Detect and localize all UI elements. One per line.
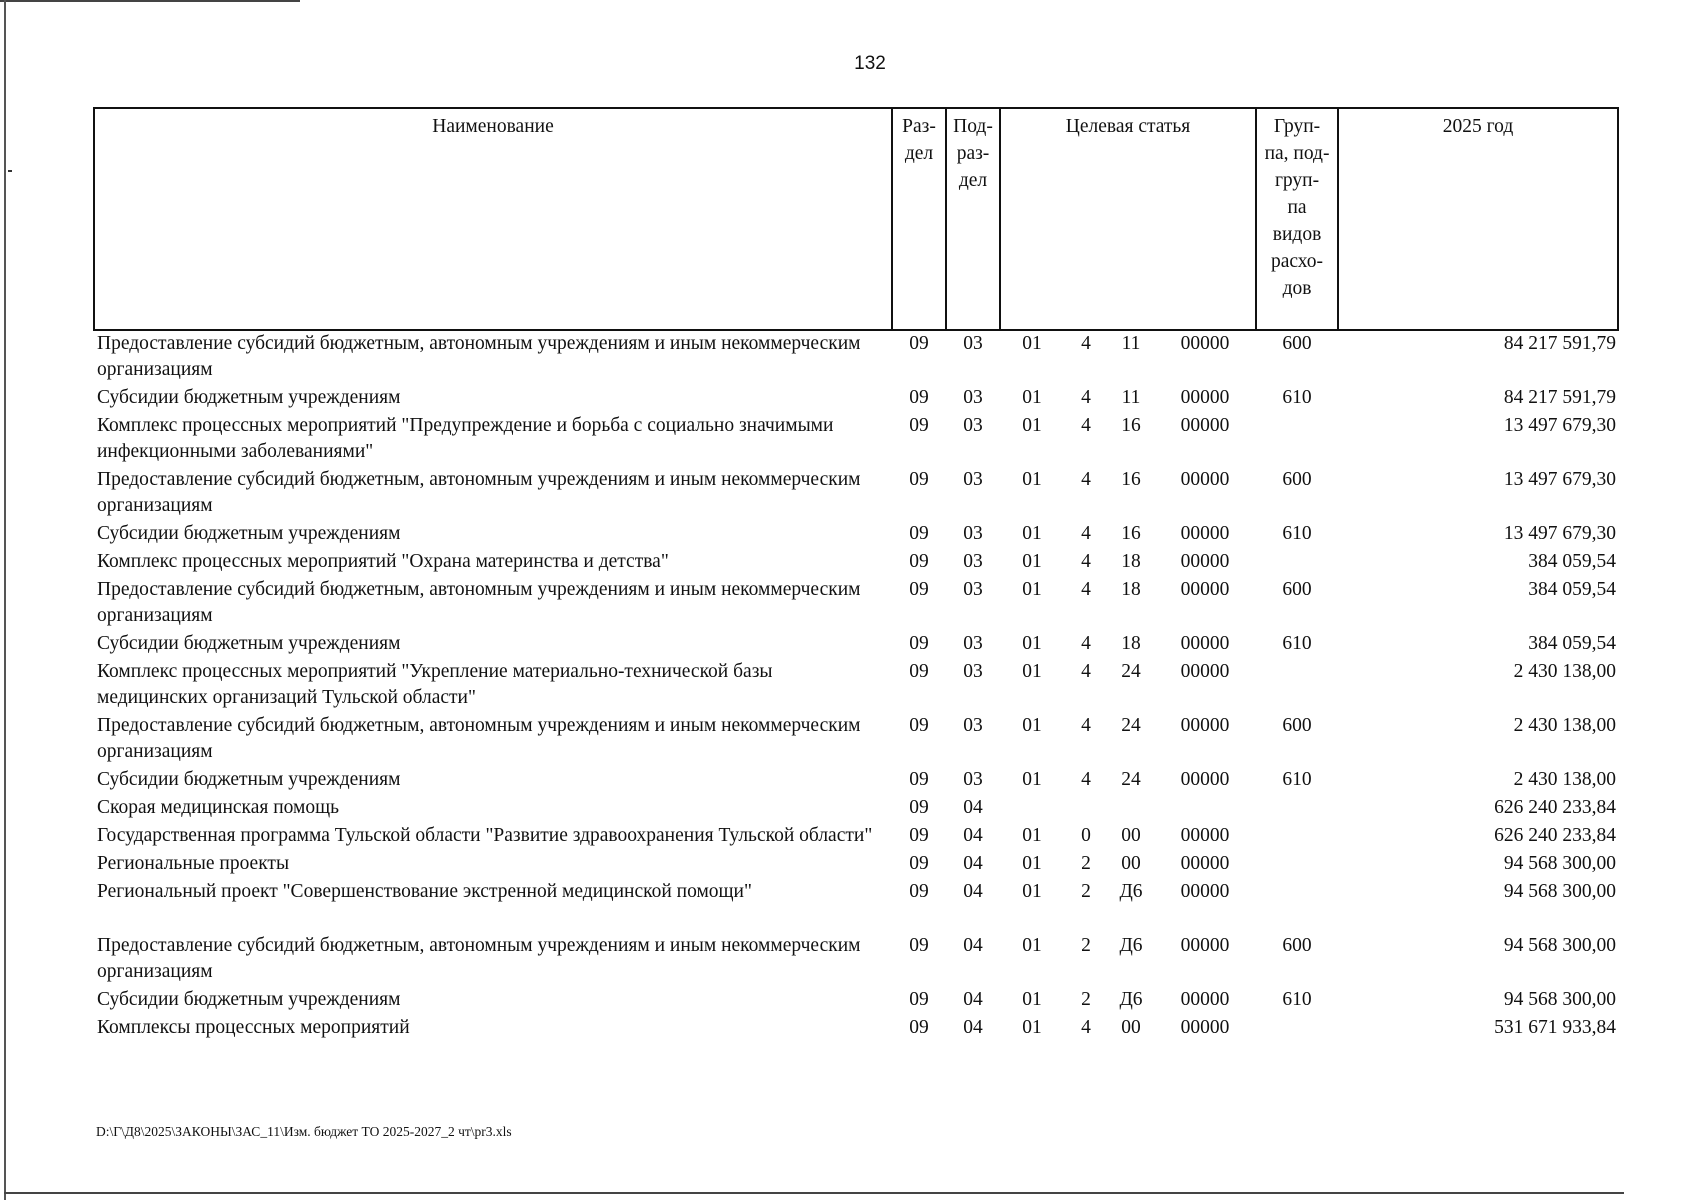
row-razdel: 09 — [909, 825, 929, 846]
row-target-program: 01 — [1022, 715, 1042, 736]
row-podrazdel: 03 — [963, 579, 983, 600]
row-target-program: 01 — [1022, 1017, 1042, 1038]
row-podrazdel: 03 — [963, 551, 983, 572]
row-name: Предоставление субсидий бюджетным, автономным учреждениям и иным некоммерческим организациям — [97, 579, 861, 626]
row-target-program: 01 — [1022, 881, 1042, 902]
row-target-type: 4 — [1081, 523, 1091, 544]
row-podrazdel: 03 — [963, 469, 983, 490]
row-target-direction: Д6 — [1119, 881, 1143, 902]
row-expense-group: 600 — [1282, 333, 1312, 354]
row-amount: 626 240 233,84 — [1494, 825, 1617, 846]
row-target-code: 00000 — [1180, 387, 1230, 408]
row-target-type: 4 — [1081, 579, 1091, 600]
row-target-type: 4 — [1081, 715, 1091, 736]
row-podrazdel: 03 — [963, 523, 983, 544]
row-target-type: 4 — [1081, 415, 1091, 436]
row-expense-group: 610 — [1282, 633, 1312, 654]
row-target-type: 2 — [1081, 989, 1091, 1010]
table-row — [94, 1015, 1618, 1043]
row-target-direction: 18 — [1121, 579, 1141, 600]
row-name: Региональные проекты — [97, 853, 290, 874]
row-amount: 84 217 591,79 — [1503, 387, 1617, 408]
row-amount: 13 497 679,30 — [1503, 523, 1617, 544]
table-row — [94, 631, 1618, 659]
row-target-type: 4 — [1081, 333, 1091, 354]
row-expense-group — [1256, 851, 1338, 879]
row-amount: 384 059,54 — [1528, 551, 1617, 572]
row-name: Комплекс процессных мероприятий "Укрепление материально-технической базы медицинских организаций Тульской области" — [97, 661, 773, 708]
row-target-program: 01 — [1022, 633, 1042, 654]
row-target-direction — [1108, 795, 1154, 823]
row-target-program: 01 — [1022, 333, 1042, 354]
row-target-code: 00000 — [1180, 551, 1230, 572]
header-group: Груп- па, под- груп- па видов расхо- дов — [1256, 108, 1338, 330]
table-row — [94, 549, 1618, 577]
row-target-code: 00000 — [1180, 989, 1230, 1010]
row-podrazdel: 04 — [963, 989, 983, 1010]
row-target-code: 00000 — [1180, 935, 1230, 956]
table-header-row — [94, 108, 1618, 330]
row-amount: 2 430 138,00 — [1513, 715, 1617, 736]
row-razdel: 09 — [909, 797, 929, 818]
row-target-program: 01 — [1022, 415, 1042, 436]
row-name: Предоставление субсидий бюджетным, автономным учреждениям и иным некоммерческим организациям — [97, 935, 861, 982]
page-number: 132 — [854, 53, 886, 74]
row-target-program: 01 — [1022, 989, 1042, 1010]
header-name: Наименование — [94, 108, 892, 330]
row-name: Субсидии бюджетным учреждениям — [97, 989, 401, 1010]
row-target-type: 4 — [1081, 1017, 1091, 1038]
table-row — [94, 933, 1618, 987]
row-target-direction: 00 — [1121, 1017, 1141, 1038]
row-podrazdel: 04 — [963, 1017, 983, 1038]
row-amount: 2 430 138,00 — [1513, 661, 1617, 682]
table-row — [94, 413, 1618, 467]
row-expense-group — [1256, 879, 1338, 933]
row-podrazdel: 04 — [963, 935, 983, 956]
row-target-direction: 24 — [1121, 661, 1141, 682]
row-amount: 626 240 233,84 — [1494, 797, 1617, 818]
row-target-direction: 16 — [1121, 415, 1141, 436]
table-row — [94, 385, 1618, 413]
row-target-program: 01 — [1022, 661, 1042, 682]
row-expense-group: 610 — [1282, 769, 1312, 790]
row-target-code: 00000 — [1180, 715, 1230, 736]
row-name: Комплекс процессных мероприятий "Охрана материнства и детства" — [97, 551, 669, 572]
table-row — [94, 659, 1618, 713]
row-target-type: 4 — [1081, 769, 1091, 790]
row-amount: 94 568 300,00 — [1503, 989, 1617, 1010]
row-amount: 94 568 300,00 — [1503, 881, 1617, 902]
row-razdel: 09 — [909, 551, 929, 572]
row-target-code — [1154, 795, 1256, 823]
row-razdel: 09 — [909, 935, 929, 956]
row-target-direction: 11 — [1121, 333, 1141, 354]
budget-table — [93, 107, 1619, 1043]
row-target-type: 2 — [1081, 853, 1091, 874]
row-amount: 2 430 138,00 — [1513, 769, 1617, 790]
row-target-code: 00000 — [1180, 579, 1230, 600]
row-target-type — [1064, 795, 1108, 823]
row-expense-group — [1256, 795, 1338, 823]
row-name: Субсидии бюджетным учреждениям — [97, 769, 401, 790]
row-target-program: 01 — [1022, 523, 1042, 544]
row-expense-group — [1256, 413, 1338, 467]
row-podrazdel: 03 — [963, 415, 983, 436]
row-target-type: 2 — [1081, 881, 1091, 902]
row-expense-group: 610 — [1282, 523, 1312, 544]
row-razdel: 09 — [909, 1017, 929, 1038]
row-target-code: 00000 — [1180, 415, 1230, 436]
row-target-code: 00000 — [1180, 1017, 1230, 1038]
frame-bottom-line — [4, 1192, 1624, 1194]
row-podrazdel: 04 — [963, 797, 983, 818]
row-podrazdel: 03 — [963, 633, 983, 654]
margin-mark — [8, 170, 12, 172]
row-razdel: 09 — [909, 523, 929, 544]
row-target-direction: Д6 — [1119, 935, 1143, 956]
row-target-program: 01 — [1022, 469, 1042, 490]
row-expense-group: 610 — [1282, 387, 1312, 408]
row-target-code: 00000 — [1180, 825, 1230, 846]
row-target-direction: 00 — [1121, 825, 1141, 846]
row-target-direction: 16 — [1121, 469, 1141, 490]
row-podrazdel: 03 — [963, 333, 983, 354]
row-razdel: 09 — [909, 333, 929, 354]
header-razdel: Раз- дел — [892, 108, 946, 330]
row-name: Предоставление субсидий бюджетным, автономным учреждениям и иным некоммерческим организациям — [97, 469, 861, 516]
table-body — [94, 330, 1618, 1043]
row-target-direction: 24 — [1121, 769, 1141, 790]
row-expense-group — [1256, 549, 1338, 577]
row-target-type: 4 — [1081, 633, 1091, 654]
row-razdel: 09 — [909, 633, 929, 654]
row-target-code: 00000 — [1180, 469, 1230, 490]
table-row — [94, 713, 1618, 767]
row-amount: 84 217 591,79 — [1503, 333, 1617, 354]
row-expense-group — [1256, 1015, 1338, 1043]
row-target-program: 01 — [1022, 825, 1042, 846]
table-row — [94, 330, 1618, 385]
table-row — [94, 879, 1618, 933]
row-razdel: 09 — [909, 387, 929, 408]
row-expense-group: 600 — [1282, 469, 1312, 490]
row-name: Субсидии бюджетным учреждениям — [97, 387, 401, 408]
row-name: Предоставление субсидий бюджетным, автономным учреждениям и иным некоммерческим организациям — [97, 333, 861, 380]
row-target-code: 00000 — [1180, 853, 1230, 874]
table-row — [94, 851, 1618, 879]
row-target-code: 00000 — [1180, 333, 1230, 354]
row-name: Региональный проект "Совершенствование экстренной медицинской помощи" — [97, 881, 752, 902]
header-podrazdel: Под- раз- дел — [946, 108, 1000, 330]
row-expense-group — [1256, 823, 1338, 851]
row-target-program: 01 — [1022, 935, 1042, 956]
row-target-program: 01 — [1022, 387, 1042, 408]
row-podrazdel: 04 — [963, 825, 983, 846]
row-target-type: 4 — [1081, 661, 1091, 682]
row-name: Государственная программа Тульской области "Развитие здравоохранения Тульской области" — [97, 825, 873, 846]
row-expense-group: 600 — [1282, 935, 1312, 956]
row-name: Субсидии бюджетным учреждениям — [97, 523, 401, 544]
row-podrazdel: 03 — [963, 387, 983, 408]
row-name: Комплексы процессных мероприятий — [97, 1017, 410, 1038]
row-target-type: 0 — [1081, 825, 1091, 846]
table-row — [94, 577, 1618, 631]
row-target-program — [1000, 795, 1064, 823]
row-razdel: 09 — [909, 853, 929, 874]
row-expense-group: 600 — [1282, 715, 1312, 736]
row-target-direction: 24 — [1121, 715, 1141, 736]
table-row — [94, 467, 1618, 521]
table-row — [94, 823, 1618, 851]
row-target-direction: 00 — [1121, 853, 1141, 874]
row-expense-group: 600 — [1282, 579, 1312, 600]
row-amount: 13 497 679,30 — [1503, 469, 1617, 490]
row-podrazdel: 04 — [963, 853, 983, 874]
frame-top-line — [0, 0, 300, 2]
row-target-type: 4 — [1081, 551, 1091, 572]
row-target-code: 00000 — [1180, 523, 1230, 544]
row-name: Скорая медицинская помощь — [97, 797, 340, 818]
frame-left-line — [4, 0, 6, 1200]
row-target-type: 4 — [1081, 387, 1091, 408]
header-year: 2025 год — [1338, 108, 1618, 330]
row-target-type: 2 — [1081, 935, 1091, 956]
row-podrazdel: 03 — [963, 769, 983, 790]
row-name: Субсидии бюджетным учреждениям — [97, 633, 401, 654]
row-razdel: 09 — [909, 881, 929, 902]
row-name: Комплекс процессных мероприятий "Предупреждение и борьба с социально значимыми инфекционными заболеваниями" — [97, 415, 834, 462]
row-expense-group: 610 — [1282, 989, 1312, 1010]
row-amount: 384 059,54 — [1528, 579, 1617, 600]
row-amount: 94 568 300,00 — [1503, 935, 1617, 956]
row-razdel: 09 — [909, 989, 929, 1010]
row-razdel: 09 — [909, 715, 929, 736]
table-row — [94, 987, 1618, 1015]
row-razdel: 09 — [909, 415, 929, 436]
header-target: Целевая статья — [1000, 108, 1256, 330]
file-path-footer: D:\Г\Д8\2025\ЗАКОНЫ\ЗАС_11\Изм. бюджет ТО 2025-2027_2 чт\pr3.xls — [96, 1124, 512, 1139]
row-target-program: 01 — [1022, 551, 1042, 572]
row-target-code: 00000 — [1180, 661, 1230, 682]
row-razdel: 09 — [909, 769, 929, 790]
row-amount: 94 568 300,00 — [1503, 853, 1617, 874]
row-amount: 13 497 679,30 — [1503, 415, 1617, 436]
row-podrazdel: 03 — [963, 661, 983, 682]
row-target-code: 00000 — [1180, 881, 1230, 902]
row-podrazdel: 03 — [963, 715, 983, 736]
row-amount: 531 671 933,84 — [1494, 1017, 1617, 1038]
row-target-type: 4 — [1081, 469, 1091, 490]
row-target-code: 00000 — [1180, 633, 1230, 654]
row-podrazdel: 04 — [963, 881, 983, 902]
table-row — [94, 521, 1618, 549]
row-razdel: 09 — [909, 661, 929, 682]
row-target-program: 01 — [1022, 579, 1042, 600]
table-row — [94, 767, 1618, 795]
row-target-code: 00000 — [1180, 769, 1230, 790]
row-expense-group — [1256, 659, 1338, 713]
row-target-program: 01 — [1022, 853, 1042, 874]
table-row — [94, 795, 1618, 823]
row-target-program: 01 — [1022, 769, 1042, 790]
row-target-direction: 18 — [1121, 551, 1141, 572]
row-target-direction: 11 — [1121, 387, 1141, 408]
row-razdel: 09 — [909, 469, 929, 490]
row-razdel: 09 — [909, 579, 929, 600]
row-name: Предоставление субсидий бюджетным, автономным учреждениям и иным некоммерческим организациям — [97, 715, 861, 762]
row-amount: 384 059,54 — [1528, 633, 1617, 654]
row-target-direction: Д6 — [1119, 989, 1143, 1010]
row-target-direction: 16 — [1121, 523, 1141, 544]
row-target-direction: 18 — [1121, 633, 1141, 654]
